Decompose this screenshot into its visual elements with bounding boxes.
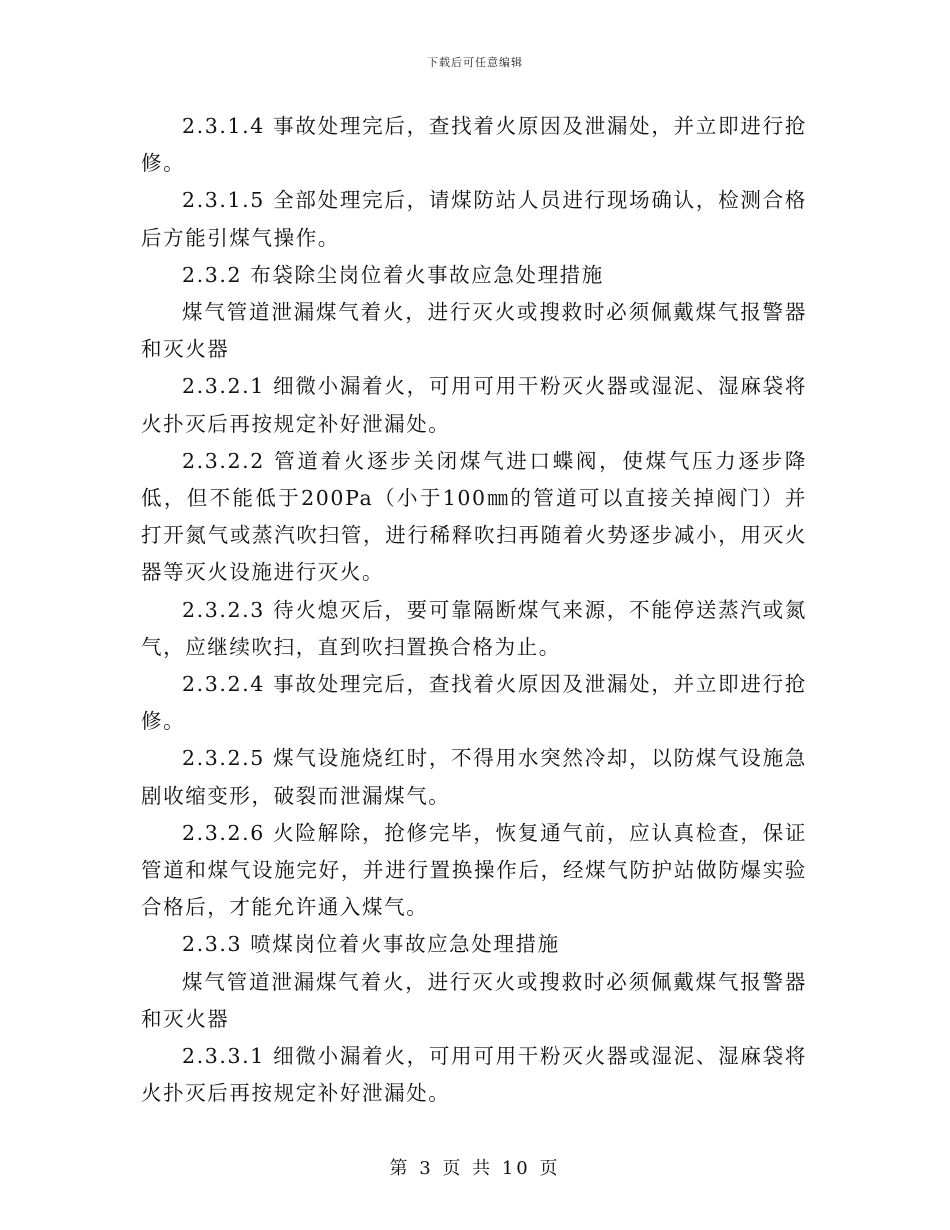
paragraph-2-3-2-1: 2.3.2.1 细微小漏着火，可用可用干粉灭火器或湿泥、湿麻袋将火扑灭后再按规定补好泄漏处。: [141, 374, 807, 436]
paragraph-2-3-3-intro: 煤气管道泄漏煤气着火，进行灭火或搜救时必须佩戴煤气报警器和灭火器: [141, 969, 807, 1031]
paragraph-2-3-2-4: 2.3.2.4 事故处理完后，查找着火原因及泄漏处，并立即进行抢修。: [141, 672, 807, 734]
paragraph-2-3-2-5: 2.3.2.5 煤气设施烧红时，不得用水突然冷却，以防煤气设施急剧收缩变形，破裂而泄漏煤气。: [141, 746, 807, 808]
section-heading-2-3-3: 2.3.3 喷煤岗位着火事故应急处理措施: [182, 932, 560, 957]
page-number-footer: 第 3 页 共 10 页: [389, 1158, 561, 1179]
paragraph-2-3-1-5: 2.3.1.5 全部处理完后，请煤防站人员进行现场确认，检测合格后方能引煤气操作。: [141, 188, 807, 250]
paragraph-2-3-2-intro: 煤气管道泄漏煤气着火，进行灭火或搜救时必须佩戴煤气报警器和灭火器: [141, 300, 807, 362]
page-header: 下载后可任意编辑: [427, 56, 523, 69]
document-body: [141, 108, 807, 1112]
paragraph-2-3-2-3: 2.3.2.3 待火熄灭后，要可靠隔断煤气来源，不能停送蒸汽或氮气，应继续吹扫，直到吹扫置换合格为止。: [141, 597, 807, 659]
paragraph-2-3-2-6: 2.3.2.6 火险解除，抢修完毕，恢复通气前，应认真检查，保证管道和煤气设施完好，并进行置换操作后，经煤气防护站做防爆实验合格后，才能允许通入煤气。: [141, 820, 807, 920]
section-heading-2-3-2: 2.3.2 布袋除尘岗位着火事故应急处理措施: [182, 262, 604, 287]
paragraph-2-3-1-4: 2.3.1.4 事故处理完后，查找着火原因及泄漏处，并立即进行抢修。: [141, 114, 807, 176]
paragraph-2-3-2-2: 2.3.2.2 管道着火逐步关闭煤气进口蝶阀，使煤气压力逐步降低，但不能低于200Pa（小于100㎜的管道可以直接关掉阀门）并打开氮气或蒸汽吹扫管，进行稀释吹扫再随着火势逐步减小，用灭火器等灭火设施进行灭火。: [141, 448, 807, 585]
paragraph-2-3-3-1: 2.3.3.1 细微小漏着火，可用可用干粉灭火器或湿泥、湿麻袋将火扑灭后再按规定补好泄漏处。: [141, 1044, 807, 1106]
